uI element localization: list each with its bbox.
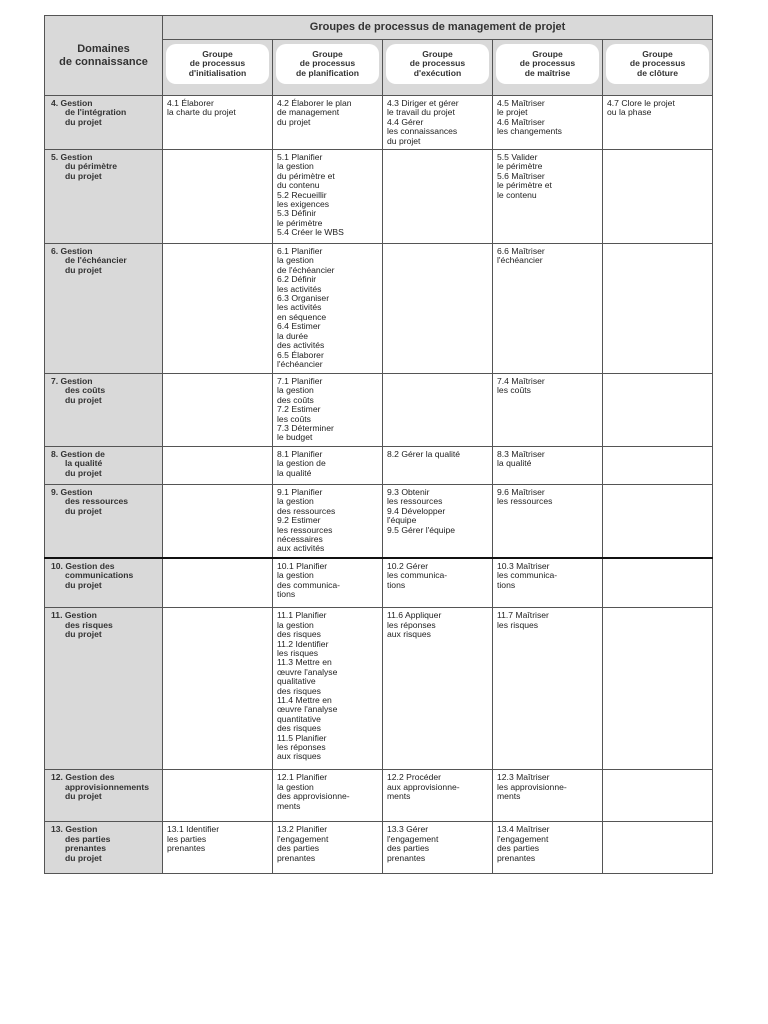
knowledge-area-line: du projet bbox=[65, 264, 102, 275]
process-line: tions bbox=[277, 589, 296, 600]
group-pill bbox=[606, 44, 709, 84]
group-label-line: d'exécution bbox=[413, 67, 462, 78]
process-line: 4.1 Élaborer bbox=[167, 98, 214, 108]
knowledge-area-line: 5. Gestion bbox=[51, 152, 93, 163]
knowledge-area-line: du projet bbox=[65, 852, 102, 863]
group-label-line: Groupe bbox=[642, 48, 673, 59]
group-pill bbox=[386, 44, 489, 84]
process-line: 4.7 Clore le projet bbox=[607, 98, 675, 108]
knowledge-area-cell bbox=[45, 150, 163, 244]
knowledge-area-cell bbox=[45, 822, 163, 874]
process-cell bbox=[383, 770, 493, 822]
process-line: tions bbox=[387, 579, 406, 590]
process-cell bbox=[163, 447, 273, 485]
process-line: des coûts bbox=[277, 394, 314, 405]
process-line: la gestion bbox=[277, 255, 314, 266]
knowledge-area-line: 9. Gestion bbox=[51, 487, 93, 498]
process-line: les risques bbox=[277, 648, 319, 658]
process-cell bbox=[383, 822, 493, 874]
process-line: du périmètre et bbox=[277, 170, 335, 181]
process-cell bbox=[493, 374, 603, 447]
process-line: la gestion de bbox=[277, 458, 326, 469]
process-line: les changements bbox=[497, 126, 562, 137]
process-line: 9.1 Planifier bbox=[277, 487, 323, 498]
knowledge-area-cell bbox=[45, 96, 163, 150]
knowledge-area-cell bbox=[45, 770, 163, 822]
group-header-4 bbox=[493, 40, 603, 96]
process-line: 12.2 Procéder bbox=[387, 772, 441, 783]
group-label-line: Groupe bbox=[532, 48, 563, 59]
process-line: 8.3 Maîtriser bbox=[497, 449, 545, 460]
process-line: 7.4 Maîtriser bbox=[497, 376, 545, 387]
process-line: des risques bbox=[277, 629, 321, 640]
process-line: le périmètre bbox=[497, 161, 543, 172]
process-cell bbox=[383, 96, 493, 150]
process-matrix-frame bbox=[44, 15, 713, 876]
knowledge-area-cell bbox=[45, 558, 163, 608]
process-cell bbox=[273, 822, 383, 874]
process-cell bbox=[273, 96, 383, 150]
process-line: 7.3 Déterminer bbox=[277, 423, 334, 434]
knowledge-area-line: du projet bbox=[65, 579, 102, 590]
knowledge-area-line: du projet bbox=[65, 505, 102, 516]
process-cell bbox=[603, 96, 713, 150]
process-line: du projet bbox=[277, 116, 311, 127]
process-line: 5.3 Définir bbox=[277, 208, 317, 219]
knowledge-area-cell bbox=[45, 485, 163, 558]
process-cell bbox=[273, 244, 383, 374]
corner-line: de connaissance bbox=[59, 55, 148, 68]
process-line: 5.5 Valider bbox=[497, 152, 538, 163]
process-line: l'équipe bbox=[387, 515, 417, 526]
process-line: les réponses bbox=[277, 742, 326, 753]
process-line: du projet bbox=[387, 135, 421, 146]
process-line: aux approvisionne- bbox=[387, 781, 460, 792]
process-line: 11.5 Planifier bbox=[277, 732, 327, 743]
process-line: les activités bbox=[277, 283, 322, 294]
table-row bbox=[45, 244, 713, 374]
knowledge-area-line: de l'échéancier bbox=[65, 255, 127, 266]
process-line: prenantes bbox=[167, 843, 206, 854]
process-line: prenantes bbox=[497, 852, 536, 863]
process-line: œuvre l'analyse bbox=[277, 704, 338, 715]
knowledge-area-cell bbox=[45, 374, 163, 447]
knowledge-area-line: des parties bbox=[65, 833, 111, 844]
process-line: 5.4 Créer le WBS bbox=[277, 227, 344, 238]
knowledge-area-line: des coûts bbox=[65, 385, 106, 396]
process-cell bbox=[493, 447, 603, 485]
process-line: 13.4 Maîtriser bbox=[497, 824, 550, 835]
knowledge-area-line: 12. Gestion des bbox=[51, 772, 115, 783]
table-row bbox=[45, 485, 713, 558]
process-line: 11.2 Identifier bbox=[277, 638, 329, 649]
process-line: la charte du projet bbox=[167, 107, 236, 118]
knowledge-area-line: de l'intégration bbox=[65, 107, 127, 118]
process-line: les réponses bbox=[387, 619, 436, 630]
knowledge-area-line: du projet bbox=[65, 394, 102, 405]
process-line: 5.1 Planifier bbox=[277, 152, 323, 163]
process-cell bbox=[603, 558, 713, 608]
knowledge-area-cell bbox=[45, 608, 163, 770]
group-label-line: de processus bbox=[299, 58, 356, 69]
process-line: 4.6 Maîtriser bbox=[497, 116, 545, 127]
process-cell bbox=[383, 485, 493, 558]
group-label-line: Groupe bbox=[312, 48, 343, 59]
process-line: 9.6 Maîtriser bbox=[497, 487, 545, 498]
process-cell bbox=[603, 150, 713, 244]
process-line: 9.3 Obtenir bbox=[387, 487, 430, 498]
process-cell bbox=[163, 822, 273, 874]
knowledge-area-line: la qualité bbox=[65, 458, 103, 469]
knowledge-area-line: prenantes bbox=[65, 843, 107, 854]
process-cell bbox=[603, 244, 713, 374]
process-line: 9.4 Développer bbox=[387, 505, 446, 516]
table-row bbox=[45, 770, 713, 822]
process-matrix-table bbox=[44, 15, 713, 874]
process-line: des ressources bbox=[277, 505, 336, 516]
process-cell bbox=[603, 770, 713, 822]
process-line: des parties bbox=[497, 843, 540, 854]
process-line: 12.1 Planifier bbox=[277, 772, 328, 783]
knowledge-area-line: du projet bbox=[65, 467, 102, 478]
table-row bbox=[45, 374, 713, 447]
knowledge-area-line: du projet bbox=[65, 170, 102, 181]
process-line: la gestion bbox=[277, 619, 314, 630]
knowledge-area-cell bbox=[45, 244, 163, 374]
process-cell bbox=[163, 558, 273, 608]
process-line: le budget bbox=[277, 432, 313, 443]
process-line: le projet bbox=[497, 107, 528, 118]
table-title: Groupes de processus de management de projet bbox=[163, 16, 713, 40]
process-cell bbox=[493, 608, 603, 770]
group-label-line: de processus bbox=[409, 58, 466, 69]
process-line: les exigences bbox=[277, 199, 330, 210]
process-line: les communica- bbox=[387, 570, 448, 581]
process-line: 11.6 Appliquer bbox=[387, 610, 442, 621]
knowledge-area-line: des risques bbox=[65, 619, 113, 630]
process-cell bbox=[603, 822, 713, 874]
process-line: des parties bbox=[387, 843, 430, 854]
group-label-line: de processus bbox=[629, 58, 686, 69]
knowledge-area-cell bbox=[45, 447, 163, 485]
process-cell bbox=[163, 608, 273, 770]
process-cell bbox=[163, 244, 273, 374]
process-line: les activités bbox=[277, 302, 322, 313]
process-line: les parties bbox=[167, 833, 207, 844]
knowledge-area-line: 7. Gestion bbox=[51, 376, 93, 387]
process-line: des risques bbox=[277, 723, 321, 734]
process-line: 4.2 Élaborer le plan bbox=[277, 98, 352, 108]
corner-header bbox=[45, 16, 163, 96]
process-cell bbox=[493, 770, 603, 822]
process-line: 9.5 Gérer l'équipe bbox=[387, 524, 456, 535]
process-line: ments bbox=[387, 791, 411, 802]
process-line: l'échéancier bbox=[277, 358, 323, 369]
process-line: nécessaires bbox=[277, 534, 323, 545]
group-label-line: de planification bbox=[295, 67, 360, 78]
process-cell bbox=[383, 374, 493, 447]
process-cell bbox=[383, 447, 493, 485]
process-line: qualitative bbox=[277, 676, 316, 687]
group-pill bbox=[276, 44, 379, 84]
process-cell bbox=[273, 770, 383, 822]
process-line: des approvisionne- bbox=[277, 791, 350, 802]
process-line: les risques bbox=[497, 619, 539, 630]
table-row bbox=[45, 150, 713, 244]
process-line: 10.2 Gérer bbox=[387, 560, 429, 571]
knowledge-area-line: 6. Gestion bbox=[51, 246, 93, 257]
process-cell bbox=[273, 485, 383, 558]
process-line: 4.5 Maîtriser bbox=[497, 98, 545, 108]
process-cell bbox=[273, 447, 383, 485]
process-line: 13.3 Gérer bbox=[387, 824, 429, 835]
process-line: les coûts bbox=[277, 413, 311, 424]
process-line: 10.3 Maîtriser bbox=[497, 560, 550, 571]
knowledge-area-line: du projet bbox=[65, 116, 102, 127]
process-line: 6.3 Organiser bbox=[277, 293, 330, 304]
process-line: 9.2 Estimer bbox=[277, 515, 321, 526]
knowledge-area-line: du projet bbox=[65, 791, 102, 802]
process-line: les connaissances bbox=[387, 126, 458, 137]
group-label-line: de maîtrise bbox=[524, 67, 571, 78]
knowledge-area-line: 4. Gestion bbox=[51, 98, 93, 108]
process-line: 4.4 Gérer bbox=[387, 116, 424, 127]
process-line: la qualité bbox=[277, 467, 312, 478]
process-line: 12.3 Maîtriser bbox=[497, 772, 550, 783]
process-line: les ressources bbox=[277, 524, 333, 535]
process-line: des activités bbox=[277, 340, 325, 351]
process-line: l'engagement bbox=[277, 833, 329, 844]
process-cell bbox=[493, 822, 603, 874]
process-line: 8.1 Planifier bbox=[277, 449, 323, 460]
group-label-line: d'initialisation bbox=[188, 67, 247, 78]
knowledge-area-line: approvisionnements bbox=[65, 781, 150, 792]
process-line: 11.7 Maîtriser bbox=[497, 610, 549, 621]
group-label-line: Groupe bbox=[202, 48, 233, 59]
process-cell bbox=[603, 485, 713, 558]
knowledge-area-line: 10. Gestion des bbox=[51, 560, 115, 571]
process-line: en séquence bbox=[277, 311, 327, 322]
table-row bbox=[45, 96, 713, 150]
table-row bbox=[45, 608, 713, 770]
process-line: de l'échéancier bbox=[277, 264, 335, 275]
process-line: le périmètre et bbox=[497, 180, 552, 191]
knowledge-area-line: communications bbox=[65, 570, 134, 581]
process-line: 5.2 Recueillir bbox=[277, 189, 327, 200]
process-line: les ressources bbox=[497, 496, 553, 507]
process-line: la gestion bbox=[277, 570, 314, 581]
process-line: tions bbox=[497, 579, 516, 590]
process-cell bbox=[383, 150, 493, 244]
process-cell bbox=[493, 150, 603, 244]
group-label-line: de clôture bbox=[636, 67, 679, 78]
process-cell bbox=[273, 558, 383, 608]
process-line: 6.1 Planifier bbox=[277, 246, 323, 257]
process-line: 4.3 Diriger et gérer bbox=[387, 98, 459, 108]
process-cell bbox=[163, 770, 273, 822]
process-line: des risques bbox=[277, 685, 321, 696]
process-cell bbox=[493, 558, 603, 608]
process-line: l'engagement bbox=[497, 833, 549, 844]
process-line: 11.1 Planifier bbox=[277, 610, 327, 621]
process-line: la gestion bbox=[277, 385, 314, 396]
process-line: des communica- bbox=[277, 579, 341, 590]
process-cell bbox=[383, 608, 493, 770]
process-cell bbox=[493, 244, 603, 374]
process-line: ments bbox=[497, 791, 521, 802]
process-line: les ressources bbox=[387, 496, 443, 507]
knowledge-area-line: 8. Gestion de bbox=[51, 449, 105, 460]
group-label-line: de processus bbox=[519, 58, 576, 69]
process-line: 6.4 Estimer bbox=[277, 321, 321, 332]
process-line: la gestion bbox=[277, 496, 314, 507]
process-cell bbox=[163, 96, 273, 150]
process-line: la durée bbox=[277, 330, 309, 341]
process-line: la gestion bbox=[277, 781, 314, 792]
process-line: ments bbox=[277, 800, 301, 811]
knowledge-area-line: 11. Gestion bbox=[51, 610, 97, 621]
process-cell bbox=[163, 485, 273, 558]
process-line: 11.4 Mettre en bbox=[277, 695, 332, 706]
process-cell bbox=[163, 374, 273, 447]
process-line: prenantes bbox=[277, 852, 316, 863]
process-cell bbox=[603, 608, 713, 770]
group-label-line: de processus bbox=[189, 58, 246, 69]
knowledge-area-line: du périmètre bbox=[65, 161, 118, 172]
process-cell bbox=[273, 374, 383, 447]
process-line: l'échéancier bbox=[497, 255, 543, 266]
process-cell bbox=[603, 447, 713, 485]
group-header-2 bbox=[273, 40, 383, 96]
group-header-1 bbox=[163, 40, 273, 96]
process-cell bbox=[273, 608, 383, 770]
process-cell bbox=[383, 558, 493, 608]
process-line: œuvre l'analyse bbox=[277, 666, 338, 677]
process-cell bbox=[273, 150, 383, 244]
process-line: les communica- bbox=[497, 570, 558, 581]
process-line: l'engagement bbox=[387, 833, 439, 844]
process-line: les coûts bbox=[497, 385, 531, 396]
process-line: 8.2 Gérer la qualité bbox=[387, 449, 461, 460]
process-line: 10.1 Planifier bbox=[277, 560, 328, 571]
process-line: aux risques bbox=[387, 629, 431, 640]
process-line: 13.1 Identifier bbox=[167, 824, 220, 835]
corner-line: Domaines bbox=[77, 42, 130, 55]
knowledge-area-line: 13. Gestion bbox=[51, 824, 98, 835]
process-line: aux risques bbox=[277, 751, 321, 762]
process-cell bbox=[163, 150, 273, 244]
process-line: aux activités bbox=[277, 543, 325, 554]
process-line: quantitative bbox=[277, 713, 321, 724]
process-cell bbox=[493, 485, 603, 558]
group-pill bbox=[496, 44, 599, 84]
process-line: ou la phase bbox=[607, 107, 652, 118]
process-line: la qualité bbox=[497, 458, 532, 469]
process-line: le contenu bbox=[497, 189, 537, 200]
process-line: les approvisionne- bbox=[497, 781, 567, 792]
group-label-line: Groupe bbox=[422, 48, 453, 59]
process-cell bbox=[603, 374, 713, 447]
process-line: 5.6 Maîtriser bbox=[497, 170, 545, 181]
process-line: des parties bbox=[277, 843, 320, 854]
process-line: le périmètre bbox=[277, 217, 323, 228]
knowledge-area-line: du projet bbox=[65, 629, 102, 640]
table-row bbox=[45, 447, 713, 485]
process-line: 6.6 Maîtriser bbox=[497, 246, 545, 257]
process-line: du contenu bbox=[277, 180, 320, 191]
process-line: prenantes bbox=[387, 852, 426, 863]
process-line: 13.2 Planifier bbox=[277, 824, 328, 835]
process-cell bbox=[383, 244, 493, 374]
knowledge-area-line: des ressources bbox=[65, 496, 129, 507]
table-row bbox=[45, 558, 713, 608]
group-pill bbox=[166, 44, 269, 84]
process-line: 7.1 Planifier bbox=[277, 376, 323, 387]
process-line: le travail du projet bbox=[387, 107, 455, 118]
table-row bbox=[45, 822, 713, 874]
process-line: de management bbox=[277, 107, 340, 118]
group-header-5 bbox=[603, 40, 713, 96]
process-line: 6.5 Élaborer bbox=[277, 349, 324, 360]
process-line: 7.2 Estimer bbox=[277, 404, 321, 415]
process-line: 6.2 Définir bbox=[277, 274, 317, 285]
process-line: 11.3 Mettre en bbox=[277, 657, 332, 668]
process-line: la gestion bbox=[277, 161, 314, 172]
group-header-3 bbox=[383, 40, 493, 96]
process-cell bbox=[493, 96, 603, 150]
